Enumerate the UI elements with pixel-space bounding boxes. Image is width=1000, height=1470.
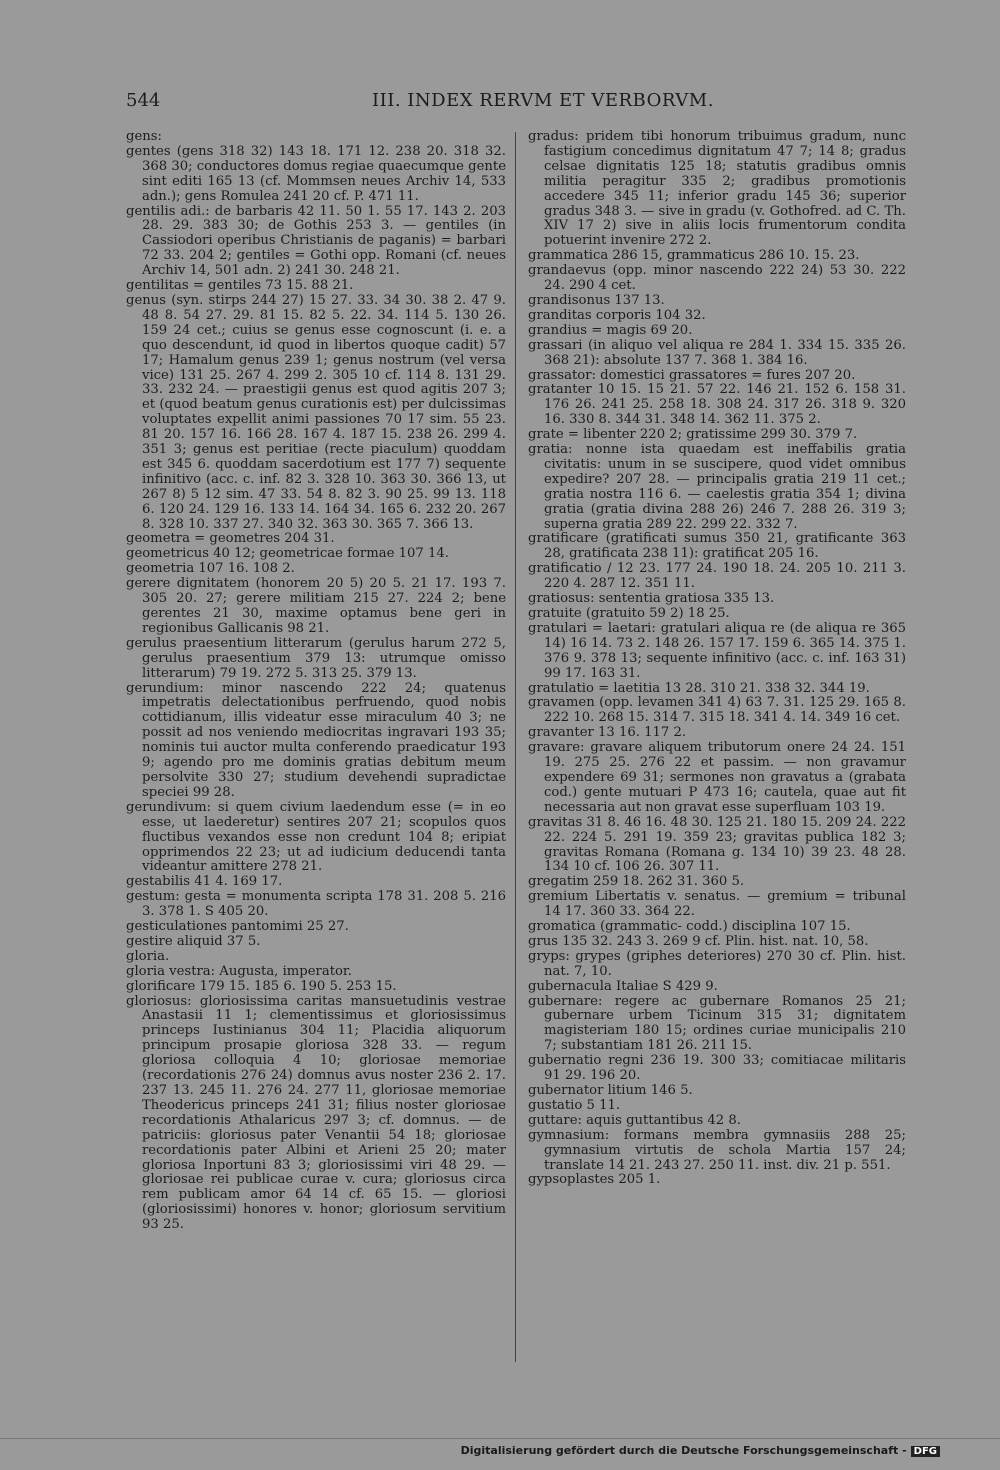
index-entry: gerulus praesentium litterarum (gerulus harum 272 5, gerulus praesentium 379 13: utrumque omisso litterarum) 79 19. 272 5. 313 25. 379 13. xyxy=(126,635,506,681)
index-entry: gentes (gens 318 32) 143 18. 171 12. 238 20. 318 32. 368 30; conductores domus regiae quaecumque gente sint editi 165 13 (cf. Mommsen neues Archiv 14, 533 adn.); gens Romulea 241 20 cf. P. 471 11. xyxy=(126,143,506,204)
index-entry: gestum: gesta = monumenta scripta 178 31. 208 5. 216 3. 378 1. S 405 20. xyxy=(126,889,506,920)
footer-divider xyxy=(0,1438,1000,1439)
index-entry: gestabilis 41 4. 169 17. xyxy=(126,874,283,890)
index-entry: gratificatio / 12 23. 177 24. 190 18. 24. 205 10. 211 3. 220 4. 287 12. 351 11. xyxy=(528,561,906,592)
index-entry: gratulari = laetari: gratulari aliqua re (de aliqua re 365 14) 16 14. 73 2. 148 26. 157 17. 159 6. 365 14. 375 1. 376 9. 378 13; sequente infinitivo (acc. c. inf. 163 31) 99 17. 163 31. xyxy=(528,620,906,681)
index-entry: gerere dignitatem (honorem 20 5) 20 5. 21 17. 193 7. 305 20. 27; gerere militiam 215 27. 224 2; bene gerentes 21 30, maxime optamus bene geri in regionibus Gallicanis 98 21. xyxy=(126,576,506,636)
index-entry: gradus: pridem tibi honorum tribuimus gradum, nunc fastigium concedimus dignitatum 47 7; 14 8; gradus celsae dignitatis 125 18; statutis gradibus omnis militia peragitur 335 2; gradibus promotionis accedere 345 11; inferior gradu 145 36; superior gradus 348 3. — sive in gradu (v. Gothofred. ad C. Th. XIV 17 2) sive in aliis locis frumentorum condita potuerint invenire 272 2. xyxy=(528,129,906,249)
index-entry: grandius = magis 69 20. xyxy=(528,322,693,338)
index-entry: grandaevus (opp. minor nascendo 222 24) 53 30. 222 24. 290 4 cet. xyxy=(528,263,906,294)
index-entry: gloriosus: gloriosissima caritas mansuetudinis vestrae Anastasii 11 1; clementissimus et gloriosissimus princeps Iustinianus 304 11; Placidia aliquorum principum prosapie gloriosa 328 33. — regum gloriosa colloquia 4 10; gloriosae memoriae (recordationis 276 24) domnus avus noster 236 2. 17. 237 13. 245 11. 276 24. 277 11, gloriosae memoriae Theodericus princeps 241 31; filius noster gloriosae recordationis Athalaricus 297 3; cf. domnus. — de patriciis: gloriosus pater Venantii 54 18; gloriosae recordationis pater Albini et Arieni 25 20; mater gloriosa Inportuni 83 3; gloriosissimi viri 48 29. — gloriosae rei publicae curae v. cura; gloriosus circa rem publicam amor 64 14 cf. 65 15. — gloriosi (gloriosissimi) honores v. honor; gloriosum servitium 93 25. xyxy=(126,993,506,1233)
index-entry: gremium Libertatis v. senatus. — gremium = tribunal 14 17. 360 33. 364 22. xyxy=(528,889,906,920)
running-title: III. INDEX RERVM ET VERBORVM. xyxy=(372,90,714,111)
index-entry: gypsoplastes 205 1. xyxy=(528,1172,661,1188)
index-entry: guttare: aquis guttantibus 42 8. xyxy=(528,1112,741,1128)
index-entry: gratia: nonne ista quaedam est ineffabilis gratia civitatis: unum in se suscipere, quod videt omnibus expedire? 207 28. — principalis gratia 219 11 cet.; gratia nostra 116 6. — caelestis gratia 354 1; divina gratia (gratia divina 288 26) 246 7. 288 26. 319 3; superna gratia 289 22. 299 22. 332 7. xyxy=(528,442,906,532)
index-entry: gens: xyxy=(126,129,162,144)
index-entry: gratificare (gratificati sumus 350 21, gratificante 363 28, gratificata 238 11): gratificat 205 16. xyxy=(528,531,906,562)
dfg-logo: DFG xyxy=(911,1446,940,1457)
index-entry: gratuite (gratuito 59 2) 18 25. xyxy=(528,606,730,621)
index-entry: gravanter 13 16. 117 2. xyxy=(528,725,687,741)
index-entry: granditas corporis 104 32. xyxy=(528,307,706,323)
index-entry: geometria 107 16. 108 2. xyxy=(126,561,295,577)
page-number: 544 xyxy=(126,90,161,111)
index-entry: gustatio 5 11. xyxy=(528,1097,621,1113)
right-column xyxy=(528,130,906,1188)
index-entry: geometricus 40 12; geometricae formae 107 14. xyxy=(126,546,449,562)
index-entry: grammatica 286 15, grammaticus 286 10. 15. 23. xyxy=(528,248,860,264)
index-entry: gubernator litium 146 5. xyxy=(528,1083,693,1098)
index-entry: gryps: grypes (griphes deteriores) 270 30 cf. Plin. hist. nat. 7, 10. xyxy=(528,948,906,979)
index-entry: gymnasium: formans membra gymnasiis 288 25; gymnasium virtutis de schola Martia 157 24; translate 14 21. 243 27. 250 11. inst. div. 21 p. 551. xyxy=(528,1127,906,1173)
footer-credit xyxy=(461,1444,940,1457)
index-entry: gesticulationes pantomimi 25 27. xyxy=(126,919,349,935)
index-entry: grassator: domestici grassatores = fures 207 20. xyxy=(528,367,856,383)
index-entry: gubernare: regere ac gubernare Romanos 25 21; gubernare urbem Ticinum 315 31; dignitatem magisteriam 180 15; ordines curiae municipalis 210 7; substantiam 181 26. 211 15. xyxy=(528,993,906,1054)
index-entry: gloria. xyxy=(126,948,170,964)
index-entry: gentilitas = gentiles 73 15. 88 21. xyxy=(126,278,354,294)
index-entry: gratulatio = laetitia 13 28. 310 21. 338 32. 344 19. xyxy=(528,680,870,696)
footer-text: Digitalisierung gefördert durch die Deutsche Forschungsgemeinschaft - xyxy=(460,1444,907,1457)
index-entry: gloria vestra: Augusta, imperator. xyxy=(126,963,352,979)
column-divider xyxy=(515,132,516,1362)
index-entry: gravamen (opp. levamen 341 4) 63 7. 31. 125 29. 165 8. 222 10. 268 15. 314 7. 315 18. 341 4. 14. 349 16 cet. xyxy=(528,695,906,726)
index-entry: glorificare 179 15. 185 6. 190 5. 253 15. xyxy=(126,978,397,994)
index-entry: gratanter 10 15. 15 21. 57 22. 146 21. 152 6. 158 31. 176 26. 241 25. 258 18. 308 24. 317 26. 318 9. 320 16. 330 8. 344 31. 348 14. 362 11. 375 2. xyxy=(528,382,906,428)
index-entry: gerundivum: si quem civium laedendum esse (= in eo esse, ut laederetur) sentires 207 21; scopulos quos fluctibus vexandos esse non credunt 104 8; eripiat opprimendos 22 23; ut ad iudicium deducendi tanta videantur amittere 278 21. xyxy=(126,799,506,875)
index-entry: grandisonus 137 13. xyxy=(528,292,665,308)
index-entry: grassari (in aliquo vel aliqua re 284 1. 334 15. 335 26. 368 21): absolute 137 7. 368 1. 384 16. xyxy=(528,337,906,368)
index-entry: geometra = geometres 204 31. xyxy=(126,531,335,547)
index-entry: grate = libenter 220 2; gratissime 299 30. 379 7. xyxy=(528,427,858,443)
index-entry: gravare: gravare aliquem tributorum onere 24 24. 151 19. 275 25. 276 22 et passim. — non gravamur expendere 69 31; sermones non gravatus a (grabata cod.) gente mutuari P 473 16; cautela, quae aut fit necessaria aut non gravat esse superfluam 103 19. xyxy=(528,740,906,815)
index-entry: gentilis adi.: de barbaris 42 11. 50 1. 55 17. 143 2. 203 28. 29. 383 30; de Gothis 253 3. — gentiles (in Cassiodori operibus Christianis de paganis) = barbari 72 33. 204 2; gentiles = Gothi opp. Romani (cf. neues Archiv 14, 501 adn. 2) 241 30. 248 21. xyxy=(126,203,506,279)
index-entry: gerundium: minor nascendo 222 24; quatenus impetratis delectationibus perfruendo, quod nobis cottidianum, illis videatur esse miraculum 40 3; ne possit ad nos veniendo mediocritas ingravari 193 35; nominis tui auctor multa conferendo praedicatur 193 9; agendo pro me dominis gratias debitum meum persolvite 330 27; studium devehendi supradictae speciei 99 28. xyxy=(126,680,506,800)
left-column xyxy=(126,130,506,1233)
index-entry: gratiosus: sententia gratiosa 335 13. xyxy=(528,591,775,607)
index-entry: gregatim 259 18. 262 31. 360 5. xyxy=(528,874,745,890)
index-entry: grus 135 32. 243 3. 269 9 cf. Plin. hist. nat. 10, 58. xyxy=(528,933,869,949)
index-entry: gubernatio regni 236 19. 300 33; comitiacae militaris 91 29. 196 20. xyxy=(528,1053,906,1084)
index-entry: gubernacula Italiae S 429 9. xyxy=(528,978,718,994)
index-entry: gravitas 31 8. 46 16. 48 30. 125 21. 180 15. 209 24. 222 22. 224 5. 291 19. 359 23; gravitas publica 182 3; gravitas Romana (Romana g. 134 10) 39 23. 48 28. 134 10 cf. 106 26. 307 11. xyxy=(528,814,906,875)
index-entry: gestire aliquid 37 5. xyxy=(126,933,261,949)
index-entry: gromatica (grammatic- codd.) disciplina 107 15. xyxy=(528,919,851,935)
index-entry: genus (syn. stirps 244 27) 15 27. 33. 34 30. 38 2. 47 9. 48 8. 54 27. 29. 81 15. 82 5. 22. 34. 114 5. 130 26. 159 24 cet.; cuius se genus esse cognoscunt (i. e. a quo descendunt, id quod in libertos quoque cadit) 57 17; Hamalum genus 239 1; genus nostrum (vel versa vice) 131 25. 267 4. 299 2. 305 10 cf. 114 8. 131 29. 33. 232 24. — praestigii genus est quod agitis 207 3; et (quod beatum genus curationis est) per dulcissimas voluptates expellit animi passiones 70 17 sim. 55 23. 81 20. 157 16. 166 28. 167 4. 187 15. 238 26. 299 4. 351 3; genus est peritiae (recte piaculum) quoddam est 345 6. quoddam sacerdotium est 177 7) sequente infinitivo (acc. c. inf. 82 3. 328 10. 363 30. 366 13, ut 267 8) 5 12 sim. 47 33. 54 8. 82 3. 90 25. 99 13. 118 6. 120 24. 129 16. 133 14. 164 34. 165 6. 232 20. 267 8. 328 10. 337 27. 340 32. 363 30. 365 7. 366 13. xyxy=(126,292,506,532)
